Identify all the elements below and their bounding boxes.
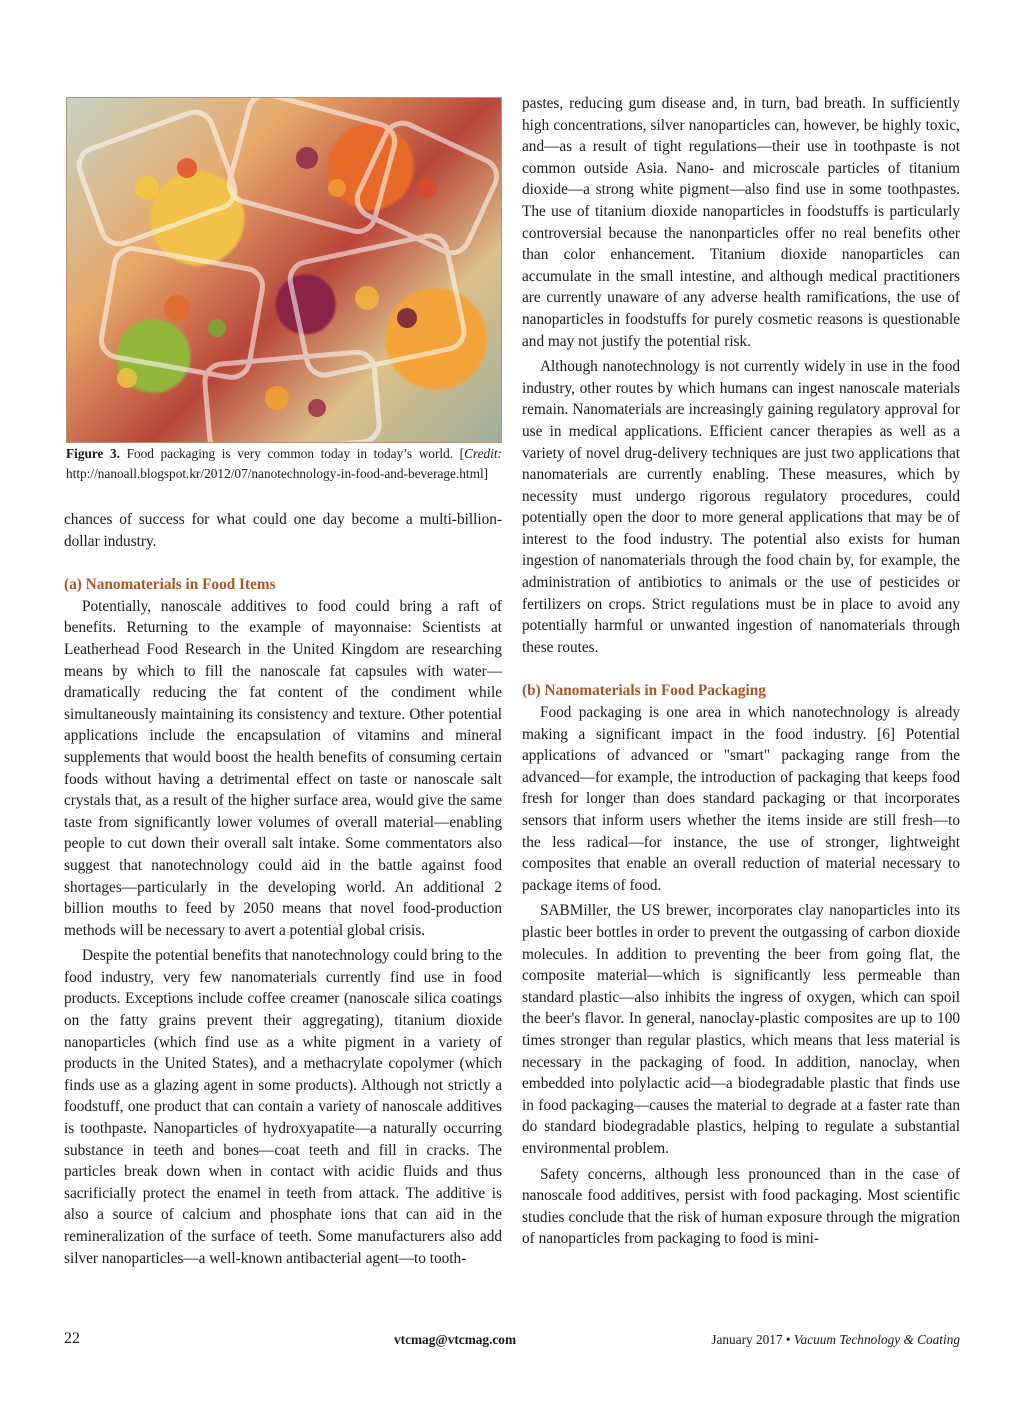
figure-image [66, 97, 502, 443]
section-heading-b: (b) Nanomaterials in Food Packaging [522, 682, 766, 700]
footer-issue [711, 1332, 960, 1348]
right-column [522, 93, 960, 1250]
caption-credit-label: Credit: [464, 446, 502, 461]
page-footer [64, 1330, 960, 1352]
paragraph: Despite the potential benefits that nanotechnology could bring to the food industry, very few nanomaterials currently find use in food products. Exceptions include coffee creamer (nanoscale silica coatings on the fatty grains prevent their aggregating), titanium dioxide nanoparticles (which find use as a white pigment in a variety of products in the United States), and a methacrylate copolymer (which finds use as a glazing agent in some products). Although not strictly a foodstuff, one product that can contain a variety of nanoscale additives is toothpaste. Nanoparticles of hydroxyapatite—a naturally occurring substance in teeth and bones—coat teeth and fill in cracks. The particles break down when in contact with acidic fluids and thus sacrificially protect the enamel in teeth from attack. The additive is also a source of calcium and phosphate ions that can aid in the remineralization of the surface of teeth. Some manufacturers also add silver nanoparticles—a well-known antibacterial agent—to tooth- [64, 947, 502, 1267]
paragraph: pastes, reducing gum disease and, in turn, bad breath. In sufficiently high concentrations, silver nanoparticles can, however, be highly toxic, and—as a result of tight regulations—their use in toothpaste is not common outside Asia. Nano- and microscale particles of titanium dioxide—a strong white pigment—also find use in some toothpastes. The use of titanium dioxide nanoparticles in foodstuffs is particularly controversial because the nanonparticles offer no real benefits other than color enhancement. Titanium dioxide nanoparticles can accumulate in the small intestine, and although medical practitioners are currently unaware of any adverse health ramifications, the use of nanoparticles in foodstuffs for purely cosmetic reasons is questionable and may not justify the potential risk. [522, 95, 960, 350]
paragraph-intro: chances of success for what could one day become a multi-billion-dollar industry. [64, 511, 502, 550]
paragraph: Although nanotechnology is not currently widely in use in the food industry, other routes by which humans can ingest nanoscale materials remain. Nanomaterials are increasingly gaining regulatory approval for use in medical applications. Efficient cancer therapies as well as a variety of novel drug-delivery techniques are just two applications that nanomaterials are currently enabling. These measures, which by necessity must undergo rigorous regulatory procedures, could potentially open the door to more general applications that may be of interest to the food industry. The potential also exists for human ingestion of nanomaterials through the food chain by, for example, the administration of antibiotics to animals or the use of pesticides or fertilizers on crops. Strict regulations must be in place to avoid any potentially harmful or unwanted ingestion of nanomaterials through these routes. [522, 358, 960, 656]
left-column [64, 509, 502, 1269]
caption-credit-url: http://nanoall.blogspot.kr/2012/07/nanotechnology-in-food-and-beverage.html] [66, 465, 489, 481]
paragraph: SABMiller, the US brewer, incorporates clay nanoparticles into its plastic beer bottles in order to prevent the outgassing of carbon dioxide molecules. In addition to preventing the beer from going flat, the composite material—which is significantly less permeable than standard plastic—also inhibits the ingress of oxygen, which can spoil the beer's flavor. In general, nanoclay-plastic composites are up to 100 times stronger than regular plastics, which means that less material is necessary in the packaging of food. In addition, nanoclay, when embedded into polylactic acid—a biodegradable plastic that finds use in food packaging—causes the material to degrade at a faster rate than do standard biodegradable plastics, helping to regulate a substantial environmental problem. [522, 902, 960, 1157]
magazine-name: Vacuum Technology & Coating [793, 1332, 960, 1347]
caption-label: Figure 3. [66, 446, 120, 461]
page-number: 22 [64, 1330, 80, 1347]
paragraph: Food packaging is one area in which nanotechnology is already making a significant impact in the food industry. [6] Potential applications of advanced or "smart" packaging range from the advanced—for example, the introduction of packaging that keeps food fresh for longer than does standard packaging or that incorporates sensors that inform users whether the items inside are still fresh—to the less radical—for instance, the use of stronger, lightweight composites that enable an overall reduction of material necessary to package items of food. [522, 704, 960, 894]
section-heading-a: (a) Nanomaterials in Food Items [64, 576, 276, 594]
paragraph: Safety concerns, although less pronounced than in the case of nanoscale food additives, persist with food packaging. Most scientific studies conclude that the risk of human exposure through the migration of nanoparticles from packaging to food is mini- [522, 1165, 960, 1248]
footer-email: vtcmag@vtcmag.com [394, 1332, 517, 1347]
issue-date: January 2017 • [711, 1332, 794, 1347]
paragraph: Potentially, nanoscale additives to food could bring a raft of benefits. Returning to the example of mayonnaise: Scientists at Leatherhead Food Research in the United Kingdom are researching means by which to fill the nanoscale fat capsules with water—dramatically reducing the fat content of the condiment while simultaneously maintaining its consistency and texture. Other potential applications include the encapsulation of vitamins and mineral supplements that would boost the health benefits of consuming certain foods without having a detrimental effect on taste or nanoscale salt crystals that, as a result of the higher surface area, would give the same taste from significantly lower volumes of overall material—enabling people to cut down their overall salt intake. Some commentators also suggest that nanotechnology could aid in the battle against food shortages—particularly in the developing world. An additional 2 billion mouths to feed by 2050 means that novel food-production methods will be necessary to avert a potential global crisis. [64, 597, 502, 939]
caption-text: Food packaging is very common today in today’s world. [ [120, 446, 465, 461]
figure-caption [66, 444, 502, 483]
food-packaging-photo [67, 98, 501, 442]
